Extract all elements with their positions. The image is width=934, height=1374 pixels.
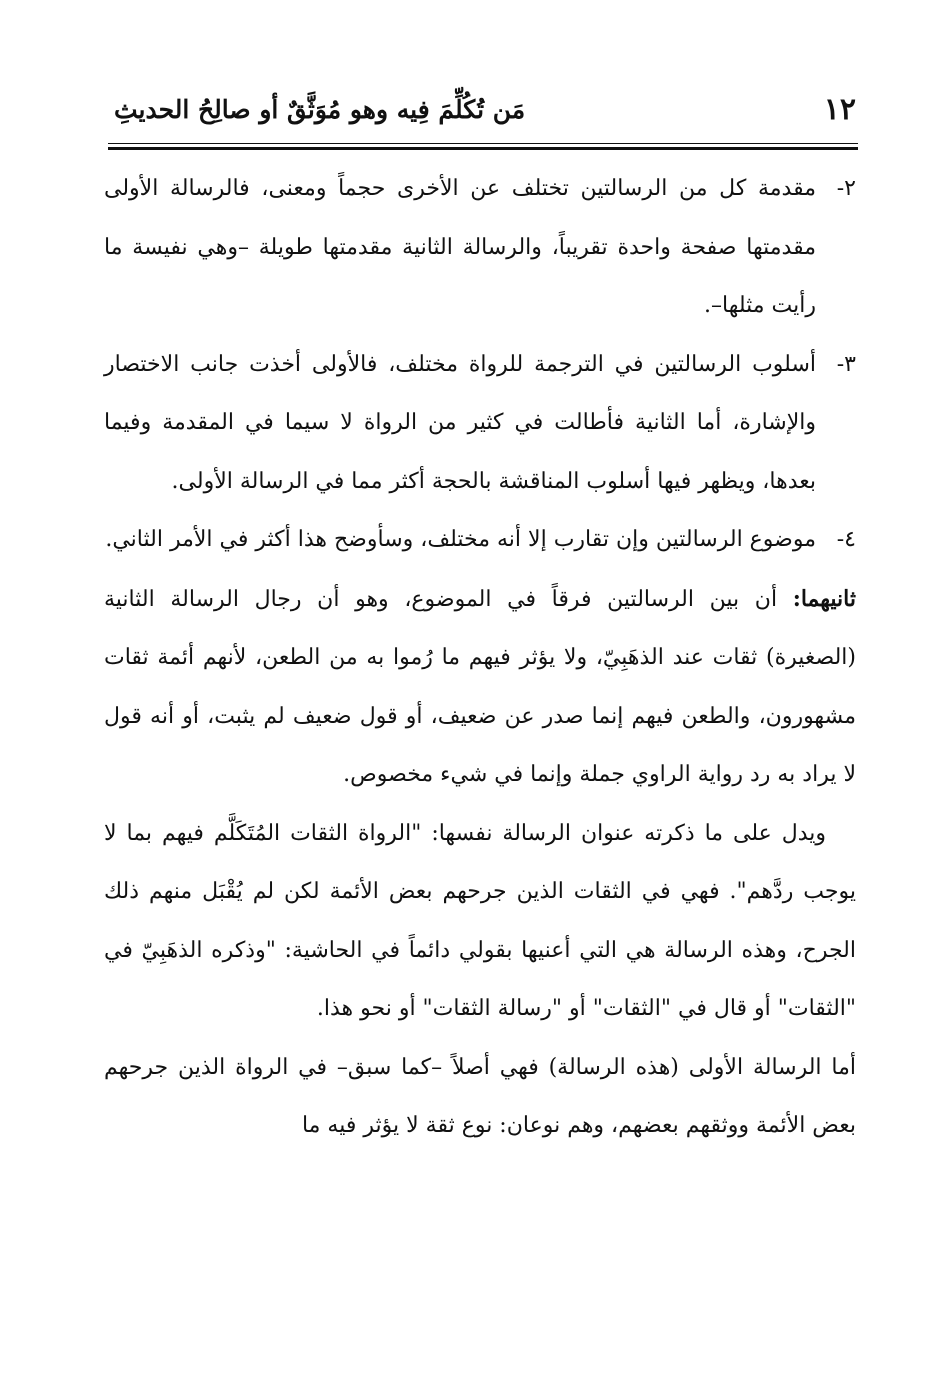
paragraph-second — [104, 570, 856, 805]
list-item-text: موضوع الرسالتين وإن تقارب إلا أنه مختلف، وسأوضح هذا أكثر في الأمر الثاني. — [105, 527, 816, 552]
paragraph-lead: ثانيهما: — [792, 585, 856, 612]
body-text — [104, 160, 856, 1156]
paragraph-text: أن بين الرسالتين فرقاً في الموضوع، وهو أن رجال الرسالة الثانية (الصغيرة) ثقات عند الذهَبِيّ، ولا يؤثر فيهم ما رُموا به من الطعن، لأنهم أئمة ثقات مشهورون، والطعن فيهم إنما صدر عن ضعيف، أو قول ضعيف لم يثبت، أو أنه قول لا يراد به رد رواية الراوي جملة وإنما في شيء مخصوص. — [104, 586, 856, 787]
list-number: ٤- — [836, 527, 856, 552]
list-number: ٣- — [836, 351, 856, 377]
page-header — [108, 82, 856, 142]
list-item-text: أسلوب الرسالتين في الترجمة للرواة مختلف، فالأولى أخذت جانب الاختصار والإشارة، أما الثانية فأطالت في كثير من الرواة لا سيما في المقدمة وفيما بعدها، ويظهر فيها أسلوب المناقشة بالحجة أكثر مما في الرسالة الأولى. — [104, 351, 816, 494]
page-number: ١٢ — [823, 92, 856, 127]
running-title: مَن تُكُلِّمَ فِيه وهو مُوَثَّقٌ أو صالِحُ الحديثِ — [114, 95, 526, 124]
list-number: ٢- — [836, 176, 856, 201]
list-item-2 — [104, 160, 856, 336]
paragraph-third: ويدل على ما ذكرته عنوان الرسالة نفسها: "الرواة الثقات المُتَكَلَّم فيهم بما لا يوجب ردَّهم". فهي في الثقات الذين جرحهم بعض الأئمة لكن لم يُقْبَل منهم ذلك الجرح، وهذه الرسالة هي التي أعنيها بقولي دائماً في الحاشية: "وذكره الذهَبِيّ في "الثقات" أو قال في "الثقات" أو "رسالة الثقات" أو نحو هذا. — [104, 820, 856, 1021]
list-item-4 — [104, 511, 856, 570]
paragraph-fourth: أما الرسالة الأولى (هذه الرسالة) فهي أصلاً –كما سبق– في الرواة الذين جرحهم بعض الأئمة ووثقهم بعضهم، وهم نوعان: نوع ثقة لا يؤثر فيه ما — [104, 1054, 856, 1138]
header-rule — [108, 143, 858, 150]
list-item-text: مقدمة كل من الرسالتين تختلف عن الأخرى حجماً ومعنى، فالرسالة الأولى مقدمتها صفحة واحدة تقريباً، والرسالة الثانية مقدمتها طويلة –وهي نفيسة ما رأيت مثلها–. — [104, 176, 816, 318]
list-item-3 — [104, 336, 856, 512]
